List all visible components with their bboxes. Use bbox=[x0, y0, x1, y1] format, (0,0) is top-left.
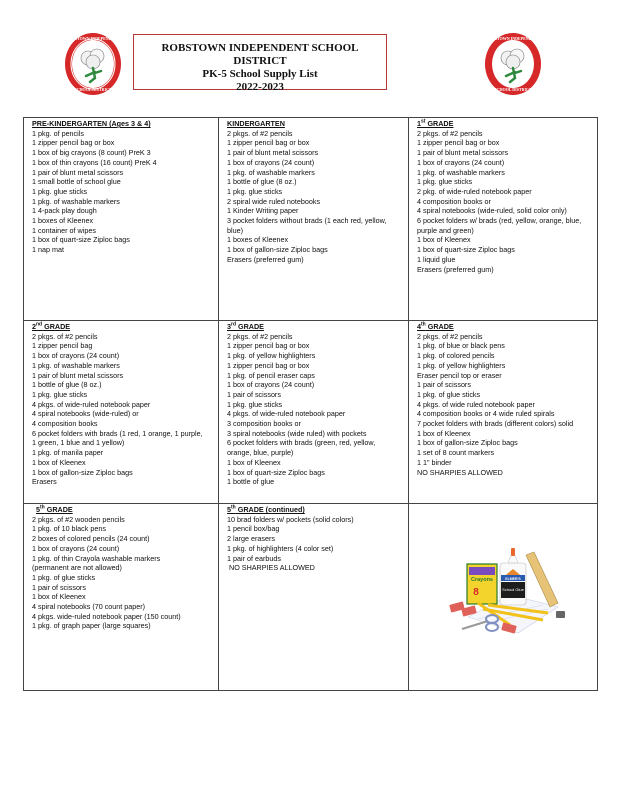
list-item: 1 zipper pencil bag or box bbox=[417, 138, 500, 148]
grade-cell-5th bbox=[24, 504, 219, 690]
list-item: 2 boxes of colored pencils (24 count) bbox=[32, 534, 150, 544]
list-item: 1 Kinder Writing paper bbox=[227, 206, 299, 216]
grade-cell-1st bbox=[409, 118, 597, 321]
list-item: 4 spiral notebooks (wide-ruled, solid color only) bbox=[417, 206, 567, 216]
list-item: 1 pkg. glue sticks bbox=[417, 177, 473, 187]
list-item: 1 4-pack play dough bbox=[32, 206, 97, 216]
list-item: 3 pocket folders without brads (1 each red, yellow, blue) bbox=[227, 216, 387, 235]
grade-cell-3rd bbox=[219, 321, 409, 504]
list-item: 1 box of Kleenex bbox=[417, 235, 471, 245]
list-item: 6 pocket folders with brads (1 red, 1 orange, 1 purple, 1 green, 1 blue and 1 yellow) bbox=[32, 428, 203, 448]
list-item: 1 zipper pencil bag or box bbox=[227, 360, 310, 370]
list-item: 1 nap mat bbox=[32, 245, 64, 255]
list-item: 1 box of quart-size Ziploc bags bbox=[227, 467, 325, 477]
list-item: 1 box of thin crayons (16 count) PreK 4 bbox=[32, 157, 157, 167]
grade-heading: 3rd GRADE bbox=[227, 321, 264, 331]
list-item: 1 pkg. of washable markers bbox=[32, 196, 120, 206]
list-item: 1 bottle of glue (8 oz.) bbox=[32, 380, 102, 390]
list-item: 1 zipper pencil bag bbox=[32, 341, 93, 351]
grade-heading: PRE-KINDERGARTEN (Ages 3 & 4) bbox=[32, 119, 151, 128]
list-item: 1 pair of blunt metal scissors bbox=[417, 148, 509, 158]
grade-cell-kindergarten bbox=[219, 118, 409, 321]
glue-label: School Glue bbox=[502, 587, 524, 592]
list-item: 1 pkg. of thin Crayola washable markers bbox=[32, 553, 161, 563]
list-item: 1 pkg. of washable markers bbox=[227, 167, 315, 177]
list-item: 2 pkgs. of #2 wooden pencils bbox=[32, 514, 125, 524]
document-title-box bbox=[133, 34, 387, 93]
list-item: 1 pkg. of glue sticks bbox=[417, 389, 481, 399]
district-logo-left bbox=[64, 32, 122, 96]
list-item: 1 box of gallon-size Ziploc bags bbox=[417, 438, 518, 448]
grade-cell-4th bbox=[409, 321, 597, 504]
list-item: 1 pair of blunt metal scissors bbox=[32, 167, 124, 177]
list-item: 1 pkg. glue sticks bbox=[227, 186, 283, 196]
svg-text:ROBSTOWN INDEPENDENT: ROBSTOWN INDEPENDENT bbox=[66, 36, 120, 41]
list-item: Erasers (preferred gum) bbox=[417, 264, 494, 274]
svg-text:SCHOOL DISTRICT: SCHOOL DISTRICT bbox=[494, 87, 532, 92]
grade-heading: 2nd GRADE bbox=[32, 321, 71, 331]
list-item: 1 box of quart-size Ziploc bags bbox=[32, 235, 130, 245]
grade-heading: 1st GRADE bbox=[417, 118, 454, 128]
list-item: 1 pkg. of manila paper bbox=[32, 448, 104, 458]
list-item: 1 bottle of glue bbox=[227, 477, 275, 487]
crayon-box-label: Crayons bbox=[470, 577, 494, 583]
list-item: 1 pkg. of yellow highlighters bbox=[227, 351, 316, 361]
list-item: 1 pkg. of highlighters (4 color set) bbox=[227, 543, 334, 553]
list-item: 1 pkg. of pencil eraser caps bbox=[227, 370, 315, 380]
list-item: NO SHARPIES ALLOWED bbox=[417, 467, 503, 477]
grade-heading: 5th GRADE (continued) bbox=[227, 504, 305, 514]
list-item: 1 box of crayons (24 count) bbox=[32, 351, 120, 361]
district-name: ROBSTOWN INDEPENDENT SCHOOL DISTRICT bbox=[161, 42, 359, 67]
list-item: 2 pkg. of wide-ruled notebook paper bbox=[417, 186, 532, 196]
list-item: 1 pkg. of colored pencils bbox=[417, 351, 495, 361]
list-item: 1 box of Kleenex bbox=[32, 592, 86, 602]
grade-heading: KINDERGARTEN bbox=[227, 119, 285, 128]
list-item: 1 bottle of glue (8 oz.) bbox=[227, 177, 297, 187]
list-item: 1 pkg. glue sticks bbox=[32, 186, 88, 196]
list-item: 1 zipper pencil bag or box bbox=[227, 138, 310, 148]
grade-heading: 5th GRADE bbox=[36, 504, 73, 514]
list-item: 2 pkgs. of #2 pencils bbox=[227, 128, 293, 138]
list-item: 1 set of 8 count markers bbox=[417, 448, 495, 458]
list-item: 1 box of Kleenex bbox=[417, 428, 471, 438]
list-item: 4 composition books or bbox=[417, 196, 491, 206]
list-item: 2 large erasers bbox=[227, 534, 275, 544]
list-item: 2 pkgs. of #2 pencils bbox=[417, 331, 483, 341]
list-item: 2 spiral wide ruled notebooks bbox=[227, 196, 321, 206]
list-item: 4 pkgs. wide-ruled notebook paper (150 count) bbox=[32, 611, 181, 621]
list-item: 1 box of quart-size Ziploc bags bbox=[417, 245, 515, 255]
list-item: 1 pkg. glue sticks bbox=[227, 399, 283, 409]
list-item: 1 box of crayons (24 count) bbox=[417, 157, 505, 167]
list-item: 1 1" binder bbox=[417, 457, 452, 467]
list-item: 6 pocket folders w/ brads (red, yellow, orange, blue, purple and green) bbox=[417, 216, 582, 235]
list-item: 1 pair of scissors bbox=[417, 380, 471, 390]
list-item: 2 pkgs. of #2 pencils bbox=[32, 331, 98, 341]
list-item: 1 liquid glue bbox=[417, 254, 456, 264]
list-item: 1 container of wipes bbox=[32, 225, 96, 235]
list-item: 1 box of crayons (24 count) bbox=[227, 380, 315, 390]
list-item: 1 pkg. of washable markers bbox=[32, 360, 120, 370]
school-year: 2022-2023 bbox=[236, 81, 284, 93]
list-item: 7 pocket folders with brads (different colors) solid bbox=[417, 419, 574, 429]
list-item: Eraser pencil top or eraser bbox=[417, 370, 502, 380]
list-item: Erasers (preferred gum) bbox=[227, 254, 304, 264]
list-item: 1 pkg. of blue or black pens bbox=[417, 341, 505, 351]
list-item: 1 pkg. of pencils bbox=[32, 128, 84, 138]
list-item: 1 pair of earbuds bbox=[227, 553, 281, 563]
list-item: 1 small bottle of school glue bbox=[32, 177, 121, 187]
list-item: 1 box of big crayons (8 count) PreK 3 bbox=[32, 148, 151, 158]
list-item: 1 pkg. of 10 black pens bbox=[32, 524, 106, 534]
list-item: 1 pair of scissors bbox=[227, 389, 281, 399]
list-item: 1 zipper pencil bag or box bbox=[32, 138, 115, 148]
list-item: 1 pencil box/bag bbox=[227, 524, 280, 534]
list-item: 1 pair of scissors bbox=[32, 582, 86, 592]
list-item: 1 pair of blunt metal scissors bbox=[32, 370, 124, 380]
grade-cell-prek bbox=[24, 118, 219, 321]
list-item: 1 boxes of Kleenex bbox=[227, 235, 289, 245]
list-item: 1 zipper pencil bag or box bbox=[227, 341, 310, 351]
list-item: 1 box of Kleenex bbox=[32, 457, 86, 467]
list-item: 1 pkg. of graph paper (large squares) bbox=[32, 621, 151, 631]
list-item: 1 pkg. of yellow highlighters bbox=[417, 360, 506, 370]
svg-text:SCHOOL DISTRICT: SCHOOL DISTRICT bbox=[74, 87, 112, 92]
list-item: 1 boxes of Kleenex bbox=[32, 216, 94, 226]
grade-cell-2nd bbox=[24, 321, 219, 504]
list-item: 10 brad folders w/ pockets (solid colors) bbox=[227, 514, 354, 524]
list-item: 1 box of gallon-size Ziploc bags bbox=[227, 245, 328, 255]
list-item: 1 pkg. of glue sticks bbox=[32, 572, 96, 582]
svg-text:ROBSTOWN INDEPENDENT: ROBSTOWN INDEPENDENT bbox=[486, 36, 540, 41]
glue-brand: ELMER'S bbox=[505, 577, 521, 581]
list-item: 2 pkgs. of #2 pencils bbox=[227, 331, 293, 341]
list-item: 1 box of crayons (24 count) bbox=[32, 543, 120, 553]
list-item: 4 composition books bbox=[32, 419, 98, 429]
list-item: 3 spiral notebooks (wide ruled) with pockets bbox=[227, 428, 367, 438]
list-item: 1 pair of blunt metal scissors bbox=[227, 148, 319, 158]
list-item: 4 spiral notebooks (70 count paper) bbox=[32, 602, 146, 612]
list-item: 4 pkgs. of wide-ruled notebook paper bbox=[32, 399, 151, 409]
list-item: 4 spiral notebooks (wide-ruled) or bbox=[32, 409, 139, 419]
list-item: 6 pocket folders with brads (green, red, yellow, orange, blue, purple) bbox=[227, 438, 376, 458]
list-item: 1 pkg. of washable markers bbox=[417, 167, 505, 177]
list-item: 1 box of crayons (24 count) bbox=[227, 157, 315, 167]
list-item: 1 pkg. glue sticks bbox=[32, 389, 88, 399]
list-item: 2 pkgs. of #2 pencils bbox=[417, 128, 483, 138]
list-item: 1 box of gallon-size Ziploc bags bbox=[32, 467, 133, 477]
list-item: Erasers bbox=[32, 477, 57, 487]
list-item: 4 pkgs. of wide-ruled notebook paper bbox=[227, 409, 346, 419]
grade-cell-5th-continued bbox=[219, 504, 409, 690]
list-item: 4 pkgs. of wide ruled notebook paper bbox=[417, 399, 535, 409]
list-item: NO SHARPIES ALLOWED bbox=[227, 563, 315, 573]
list-title: PK-5 School Supply List bbox=[202, 68, 318, 80]
list-item: 1 box of Kleenex bbox=[227, 457, 281, 467]
grade-heading: 4th GRADE bbox=[417, 321, 454, 331]
list-item: (permanent are not allowed) bbox=[32, 563, 122, 573]
school-supplies-illustration bbox=[448, 545, 573, 635]
district-logo-right bbox=[484, 32, 542, 96]
list-item: 4 composition books or 4 wide ruled spirals bbox=[417, 409, 555, 419]
list-item: 3 composition books or bbox=[227, 419, 301, 429]
crayon-box-count: 8 bbox=[473, 587, 479, 598]
